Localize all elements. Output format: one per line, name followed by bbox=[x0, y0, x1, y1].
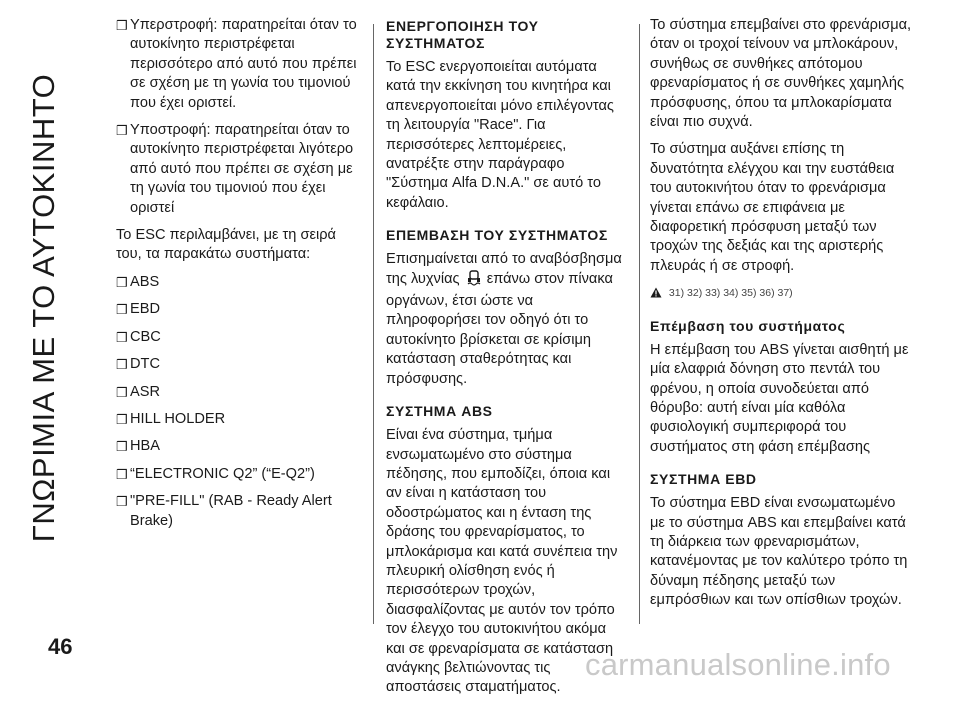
checkbox-bullet-icon: ❒ bbox=[116, 494, 128, 510]
chapter-side-title bbox=[4, 8, 84, 608]
list-item bbox=[116, 355, 358, 374]
esc-warning-light-icon bbox=[467, 270, 481, 292]
system-name: “ELECTRONIC Q2” (“E-Q2”) bbox=[130, 465, 315, 482]
paragraph: Το ESC ενεργοποιείται αυτόματα κατά την εκκίνηση του κινητήρα και απενεργοποιείται μόνο επιλέγοντας τη λειτουργία "Race". Για περισσότερες λεπτομέρειες, ανατρέξτε στην παράγραφο "Σύστημα Alfa D.N.A." σε αυτό το κεφάλαιο. bbox=[386, 59, 614, 211]
system-name: ABS bbox=[130, 273, 160, 290]
checkbox-bullet-icon: ❒ bbox=[116, 18, 128, 33]
section-heading: ΣΥΣΤΗΜΑ ABS bbox=[386, 403, 493, 420]
column-3 bbox=[650, 16, 912, 619]
system-name: ASR bbox=[130, 383, 161, 400]
list-item bbox=[116, 410, 358, 429]
checkbox-bullet-icon: ❒ bbox=[116, 329, 128, 345]
section-heading: ΣΥΣΤΗΜΑ EBD bbox=[650, 471, 757, 488]
checkbox-bullet-icon: ❒ bbox=[116, 123, 128, 139]
paragraph: Το σύστημα επεμβαίνει στο φρενάρισμα, όταν οι τροχοί τείνουν να μπλοκάρουν, συνήθως σε συνθήκες απότομου φρεναρίσματος ή σε συνθήκες χαμηλής πρόσφυσης, όπου τα μπλοκαρίσματα είναι πιο συχνά. bbox=[650, 17, 912, 131]
section-heading: ΕΝΕΡΓΟΠΟΙΗΣΗ ΤΟΥ ΣΥΣΤΗΜΑΤΟΣ bbox=[386, 18, 539, 51]
reference-numbers: 31) 32) 33) 34) 35) 36) 37) bbox=[668, 287, 793, 300]
column-2 bbox=[386, 16, 626, 706]
watermark: carmanualsonline.info bbox=[585, 647, 891, 682]
checkbox-bullet-icon: ❒ bbox=[116, 274, 128, 290]
checkbox-bullet-icon: ❒ bbox=[116, 357, 128, 373]
list-item bbox=[116, 300, 358, 319]
system-name: HILL HOLDER bbox=[130, 410, 226, 427]
checkbox-bullet-icon: ❒ bbox=[116, 466, 128, 482]
system-name: DTC bbox=[130, 356, 160, 373]
list-item-text: Υπερστροφή: παρατηρείται όταν το αυτοκίνητο περιστρέφεται περισσότερο από αυτό που πρέπει σε σχέση με τη γωνία του τιμονιού που έχει οριστεί. bbox=[130, 17, 357, 111]
system-name: HBA bbox=[130, 438, 161, 455]
list-item bbox=[116, 328, 358, 347]
paragraph-text: Επισημαίνεται από το αναβόσβησμα της λυχνίας bbox=[386, 251, 622, 287]
list-item-text: Υποστροφή: παρατηρείται όταν το αυτοκίνητο περιστρέφεται λιγότερο από αυτό που πρέπει σε σχέση με τη γωνία του τιμονιού που έχει οριστεί bbox=[130, 122, 354, 216]
paragraph: Είναι ένα σύστημα, τμήμα ενσωματωμένο στο σύστημα πέδησης, που εμποδίζει, όποια και αν είναι η κατάσταση του οδοστρώματος και η ένταση της δράσης του φρεναρίσματος, το μπλοκάρισμα και κατά συνέπεια την πλευρική ολίσθηση ενός ή περισσότερων τροχών, διασφαλίζοντας με αυτόν τον τρόπο τον έλεγχο του αυτοκινήτου ακόμα και σε φρεναρίσματα σε κατάσταση ανάγκης βελτιώνοντας τις αποστάσεις σταματήματος. bbox=[386, 427, 618, 696]
column-1 bbox=[116, 16, 358, 539]
paragraph-text: επάνω στον πίνακα οργάνων, έτσι ώστε να πληροφορήσει τον οδηγό ότι το αυτοκίνητο βρίσκεται σε κρίσιμη κατάσταση σταθερότητας και πρόσφυσης. bbox=[386, 270, 613, 387]
paragraph: Το σύστημα EBD είναι ενσωματωμένο με το σύστημα ABS και επεμβαίνει κατά τη διάρκεια των φρεναρισμάτων, κατανέμοντας με τον καλύτερο τρόπο τη δύναμη πέδησης μεταξύ των εμπρόσθιων και των οπίσθιων τροχών. bbox=[650, 495, 908, 609]
list-item bbox=[116, 492, 358, 531]
paragraph: Η επέμβαση του ABS γίνεται αισθητή με μία ελαφριά δόνηση στο πεντάλ του φρένου, η οποία συνοδεύεται από θόρυβο: αυτή είναι μία καθόλα φυσιολογική συμπεριφορά του συστήματος στη φάση επέμβασης bbox=[650, 341, 909, 455]
column-divider bbox=[639, 24, 640, 624]
checkbox-bullet-icon: ❒ bbox=[116, 411, 128, 427]
checkbox-bullet-icon: ❒ bbox=[116, 439, 128, 455]
chapter-title-text: ΓΝΩΡΙΜΙΑ ΜΕ ΤΟ ΑΥΤΟΚΙΝΗΤΟ bbox=[26, 73, 61, 543]
paragraph: Το ESC περιλαμβάνει, με τη σειρά του, τα παρακάτω συστήματα: bbox=[116, 227, 336, 263]
list-item bbox=[116, 273, 358, 292]
column-divider bbox=[373, 24, 374, 624]
list-item bbox=[116, 383, 358, 402]
list-item bbox=[116, 437, 358, 456]
section-heading: ΕΠΕΜΒΑΣΗ ΤΟΥ ΣΥΣΤΗΜΑΤΟΣ bbox=[386, 227, 608, 244]
paragraph bbox=[386, 250, 626, 389]
warning-triangle-icon bbox=[650, 286, 662, 305]
checkbox-bullet-icon: ❒ bbox=[116, 302, 128, 318]
page-number: 46 bbox=[48, 634, 73, 659]
list-item bbox=[116, 465, 358, 484]
warning-references bbox=[650, 284, 912, 305]
section-heading: Επέμβαση του συστήματος bbox=[650, 317, 846, 334]
checkbox-bullet-icon: ❒ bbox=[116, 384, 128, 400]
system-name: CBC bbox=[130, 328, 161, 345]
list-item bbox=[116, 16, 358, 113]
system-name: "PRE-FILL" (RAB - Ready Alert Brake) bbox=[130, 493, 332, 529]
paragraph: Το σύστημα αυξάνει επίσης τη δυνατότητα ελέγχου και την ευστάθεια του αυτοκινήτου όταν το φρενάρισμα γίνεται επάνω σε επιφάνεια με διαφορετική πρόσφυση μεταξύ των τροχών της δεξιάς και της αριστερής πλευράς ή σε στροφή. bbox=[650, 141, 895, 274]
system-name: EBD bbox=[130, 301, 161, 318]
list-item bbox=[116, 121, 358, 218]
